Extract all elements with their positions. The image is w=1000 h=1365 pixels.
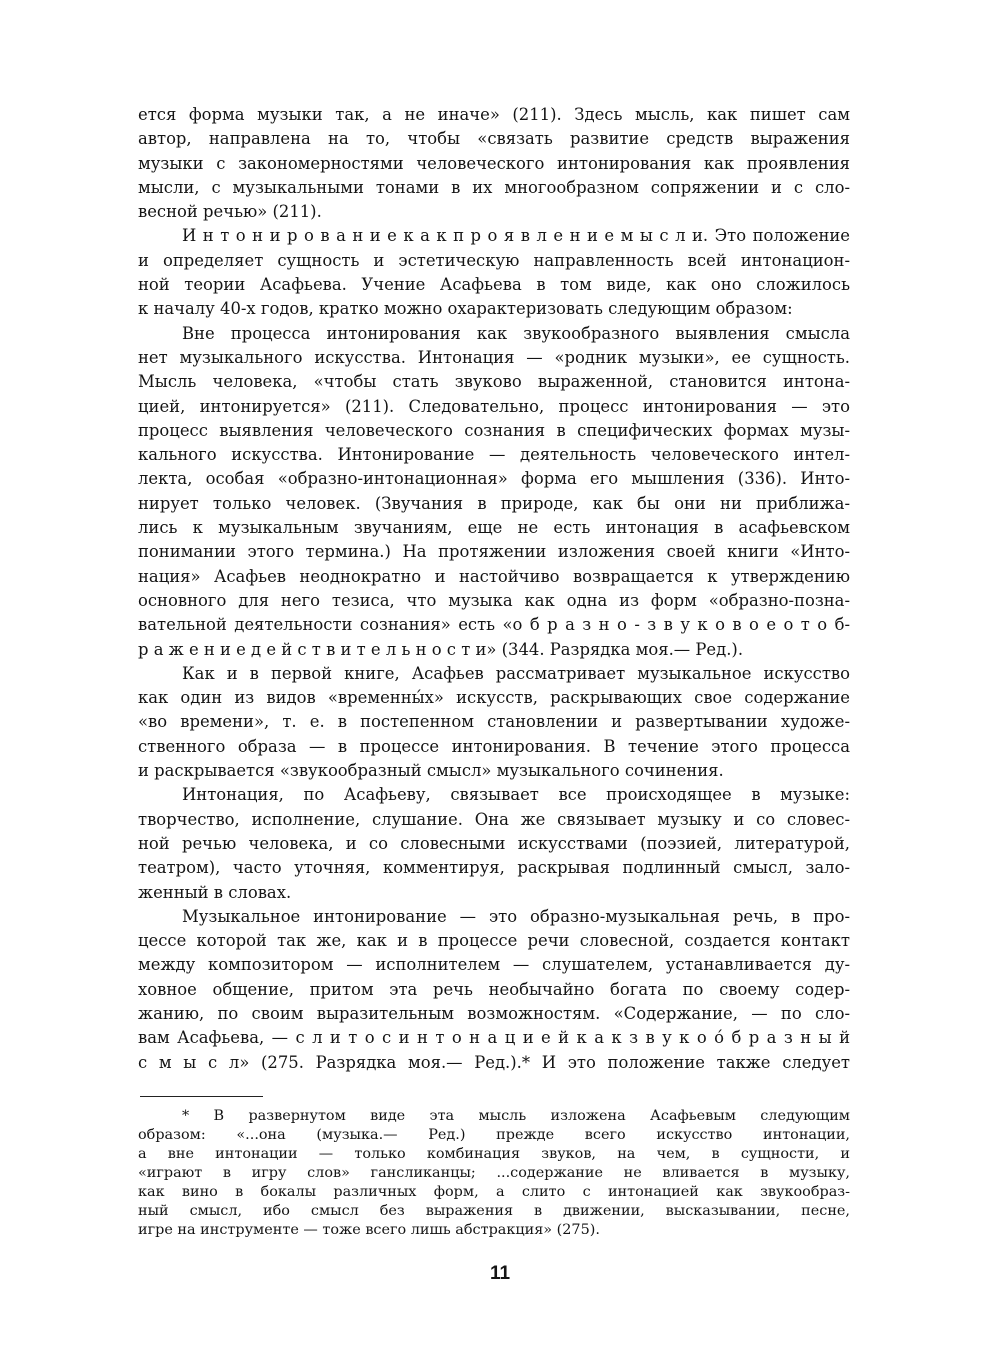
text-line: лекта, особая «образно-интонационная» форма его мышления (336). Инто-: [138, 469, 850, 489]
text-line: между композитором — исполнителем — слушателем, устанавливается ду-: [138, 955, 850, 975]
text-line: кального искусства. Интонирование — деятельность человеческого интел-: [138, 445, 850, 465]
text-line: понимании этого термина.) На протяжении изложения своей книги «Инто-: [138, 542, 850, 562]
text-line: нирует только человек. (Звучания в природе, как бы они ни приближа-: [138, 493, 850, 513]
text-line: жанию, по своим выразительным возможностям. «Содержание, — по сло-: [138, 1003, 850, 1023]
text-line: р а ж е н и е д е й с т в и т е л ь н о с т и» (344. Разрядка моя.— Ред.).: [138, 639, 744, 659]
text-line: к началу 40-х годов, кратко можно охарактеризовать следующим образом:: [138, 299, 793, 319]
text-line: вам Асафьева, — с л и т о с и н т о н а ц и е й к а к з в у к о о́ б р а з н ы й: [138, 1028, 850, 1048]
text-line: с м ы с л» (275. Разрядка моя.— Ред.).* И это положение также следует: [138, 1052, 850, 1072]
footnote-block: [138, 1107, 850, 1240]
text-line: Мысль человека, «чтобы стать звуково выраженной, становится интона-: [138, 372, 850, 392]
text-line: «во времени», т. е. в постепенном становлении и развертывании художе-: [138, 712, 850, 732]
text-line: театром), часто уточняя, комментируя, раскрывая подлинный смысл, зало-: [138, 858, 850, 878]
main-text-block: [138, 103, 850, 1075]
footnote-line: ный смысл, ибо смысл без выражения в движении, высказывании, песне,: [138, 1203, 850, 1219]
text-line: И н т о н и р о в а н и е к а к п р о я в л е н и е м ы с л и. Это положение: [182, 226, 850, 246]
text-line: основного для него тезиса, что музыка как одна из форм «образно-позна-: [138, 590, 850, 610]
footnote-line: игре на инструменте — тоже всего лишь абстракция» (275).: [138, 1222, 600, 1238]
text-line: Интонация, по Асафьеву, связывает все происходящее в музыке:: [182, 785, 850, 805]
text-line: цией, интонируется» (211). Следовательно, процесс интонирования — это: [138, 396, 850, 416]
text-line: ной речью человека, и со словесными искусствами (поэзией, литературой,: [138, 833, 850, 853]
text-line: мысли, с музыкальными тонами в их многообразном сопряжении и с сло-: [138, 177, 850, 197]
text-line: процесс выявления человеческого сознания в специфических формах музы-: [138, 420, 850, 440]
footnote-line: * В развернутом виде эта мысль изложена Асафьевым следующим: [182, 1108, 850, 1124]
text-line: вательной деятельности сознания» есть «о б р а з н о - з в у к о в о е о т о б-: [138, 615, 850, 635]
footnote-line: а вне интонации — только комбинация звуков, на чем, в сущности, и: [138, 1146, 850, 1162]
page-number: 11: [489, 1263, 511, 1284]
text-line: ственного образа — в процессе интонирования. В течение этого процесса: [138, 736, 850, 756]
text-line: Вне процесса интонирования как звукообразного выявления смысла: [182, 323, 850, 343]
text-line: музыки с закономерностями человеческого интонирования как проявления: [138, 153, 850, 173]
text-line: весной речью» (211).: [138, 202, 322, 222]
text-line: и раскрывается «звукообразный смысл» музыкального сочинения.: [138, 761, 724, 781]
text-line: нет музыкального искусства. Интонация — «родник музыки», ее сущность.: [138, 347, 850, 367]
text-line: нация» Асафьев неоднократно и настойчиво возвращается к утверждению: [138, 566, 850, 586]
text-line: и определяет сущность и эстетическую направленность всей интонацион-: [138, 250, 850, 270]
text-line: ховное общение, притом эта речь необычайно богата по своему содер-: [138, 979, 850, 999]
footnote-line: образом: «...она (музыка.— Ред.) прежде всего искусство интонации,: [138, 1127, 850, 1143]
text-line: ной теории Асафьева. Учение Асафьева в том виде, как оно сложилось: [138, 275, 850, 295]
footnote-line: «играют в игру слов» гансликанцы; ...содержание не вливается в музыку,: [138, 1165, 850, 1181]
text-line: творчество, исполнение, слушание. Она же связывает музыку и со словес-: [138, 809, 850, 829]
text-line: лись к музыкальным звучаниям, еще не есть интонация в асафьевском: [138, 518, 850, 538]
text-line: Музыкальное интонирование — это образно-музыкальная речь, в про-: [182, 906, 850, 926]
text-line: женный в словах.: [138, 882, 292, 902]
text-line: ется форма музыки так, а не иначе» (211). Здесь мысль, как пишет сам: [138, 105, 850, 124]
text-line: как один из видов «временны́х» искусств, раскрывающих свое содержание: [138, 688, 850, 708]
text-line: цессе которой так же, как и в процессе речи словесной, создается контакт: [138, 931, 850, 951]
footnote-line: как вино в бокалы различных форм, а слито с интонацией как звукообраз-: [138, 1184, 850, 1200]
text-line: автор, направлена на то, чтобы «связать развитие средств выражения: [138, 129, 850, 149]
text-line: Как и в первой книге, Асафьев рассматривает музыкальное искусство: [182, 663, 850, 683]
footnote-divider: [140, 1096, 263, 1097]
